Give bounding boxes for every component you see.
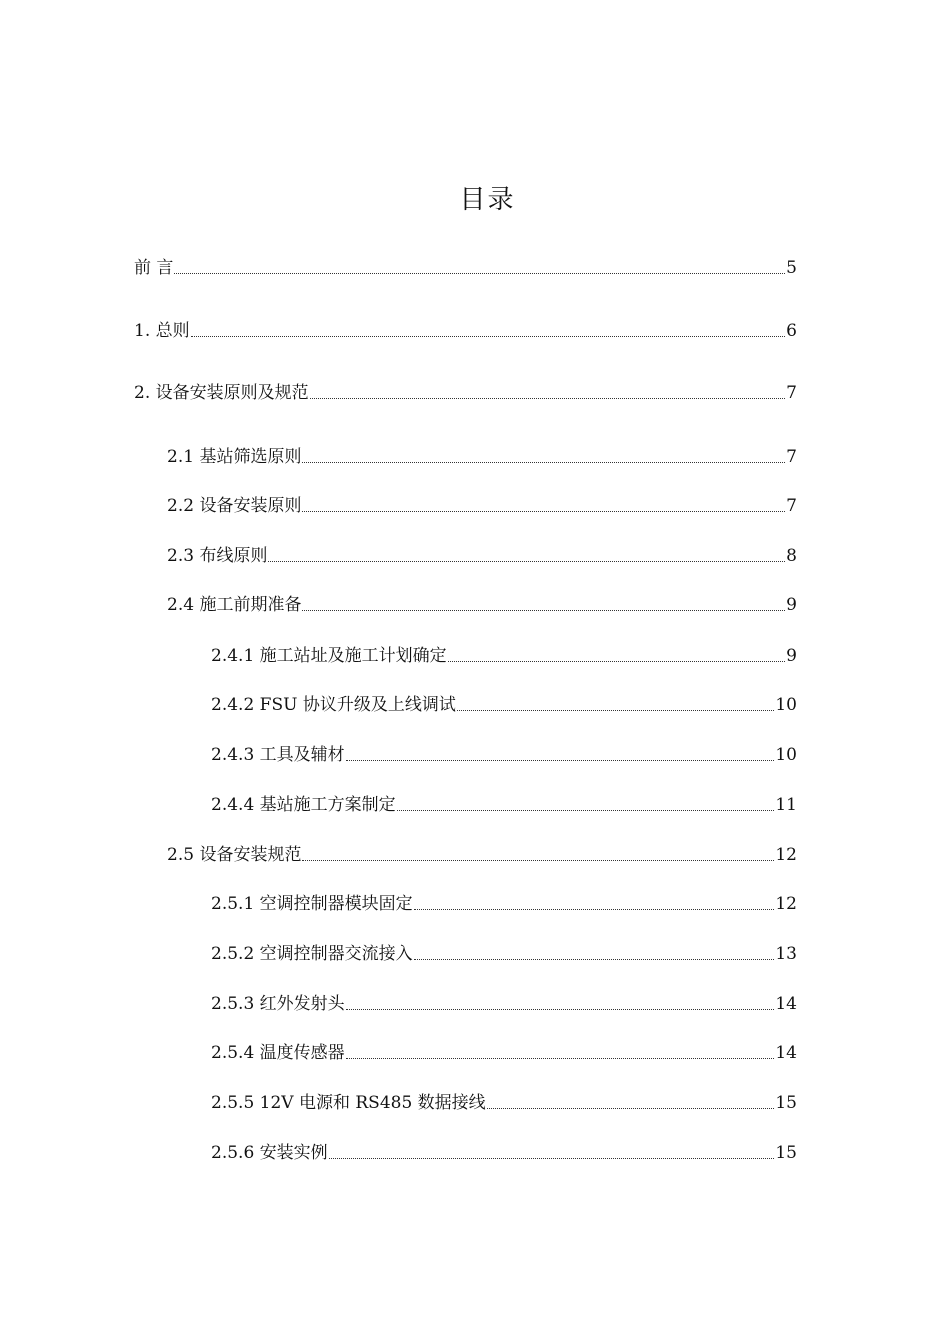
toc-entry-label: 2.2 设备安装原则 <box>167 496 302 516</box>
toc-entry-label: 2.5 设备安装规范 <box>167 845 302 865</box>
toc-entry-label: 2.5.6 安装实例 <box>211 1143 328 1163</box>
toc-entry-label: 2.5.1 空调控制器模块固定 <box>211 894 413 914</box>
toc-entry-page: 11 <box>775 795 797 815</box>
toc-entry-page: 7 <box>786 496 797 516</box>
toc-leader-dots <box>302 511 785 512</box>
toc-entry-page: 9 <box>786 646 797 666</box>
toc-leader-dots <box>414 959 775 960</box>
toc-leader-dots <box>346 1009 775 1010</box>
toc-entry[interactable] <box>211 792 797 816</box>
toc-entry-label: 2.3 布线原则 <box>167 546 268 566</box>
toc-entry[interactable] <box>167 592 797 616</box>
toc-leader-dots <box>302 462 785 463</box>
toc-entry-label: 2.4.3 工具及辅材 <box>211 745 345 765</box>
toc-leader-dots <box>310 398 786 399</box>
toc-leader-dots <box>174 273 785 274</box>
toc-entry-page: 13 <box>775 944 797 964</box>
toc-leader-dots <box>414 909 775 910</box>
toc-entry-label: 2.5.2 空调控制器交流接入 <box>211 944 413 964</box>
toc-entry-label: 2.4 施工前期准备 <box>167 595 302 615</box>
toc-entry-page: 6 <box>786 321 797 341</box>
toc-entry[interactable] <box>211 1090 797 1114</box>
toc-entry[interactable] <box>211 991 797 1015</box>
toc-leader-dots <box>397 810 775 811</box>
toc-entry[interactable] <box>211 1040 797 1064</box>
toc-entry-page: 10 <box>775 745 797 765</box>
toc-entry-page: 14 <box>775 1043 797 1063</box>
toc-leader-dots <box>191 336 786 337</box>
toc-entry-page: 7 <box>786 447 797 467</box>
toc-entry-page: 15 <box>775 1143 797 1163</box>
toc-entry[interactable] <box>211 1140 797 1164</box>
toc-entry-page: 10 <box>775 695 797 715</box>
toc-leader-dots <box>302 860 774 861</box>
toc-entry-page: 9 <box>786 595 797 615</box>
toc-leader-dots <box>457 710 775 711</box>
toc-entry-label: 2.4.1 施工站址及施工计划确定 <box>211 646 447 666</box>
toc-entry-label: 1. 总则 <box>134 321 190 341</box>
toc-entry-label: 2.5.3 红外发射头 <box>211 994 345 1014</box>
toc-leader-dots <box>487 1108 775 1109</box>
toc-leader-dots <box>329 1158 775 1159</box>
toc-entry[interactable] <box>211 692 797 716</box>
toc-entry[interactable] <box>167 444 797 468</box>
toc-entry-page: 8 <box>786 546 797 566</box>
toc-leader-dots <box>346 1058 775 1059</box>
toc-entry-page: 7 <box>786 383 797 403</box>
toc-entry-label: 2.4.2 FSU 协议升级及上线调试 <box>211 695 456 715</box>
toc-entry-label: 前 言 <box>134 258 174 278</box>
toc-entry-page: 15 <box>775 1093 797 1113</box>
toc-leader-dots <box>302 610 785 611</box>
toc-entry[interactable] <box>211 742 797 766</box>
toc-entry[interactable] <box>167 842 797 866</box>
toc-entry-page: 12 <box>775 845 797 865</box>
toc-entry[interactable] <box>134 318 797 342</box>
toc-entry[interactable] <box>211 941 797 965</box>
toc-entry-page: 5 <box>786 258 797 278</box>
toc-entry[interactable] <box>167 493 797 517</box>
toc-leader-dots <box>268 561 785 562</box>
toc-leader-dots <box>346 760 775 761</box>
toc-entry[interactable] <box>134 255 797 279</box>
toc-entry[interactable] <box>211 891 797 915</box>
toc-entry[interactable] <box>167 543 797 567</box>
toc-entry[interactable] <box>211 643 797 667</box>
toc-title: 目录 <box>459 185 516 215</box>
toc-entry-label: 2.5.4 温度传感器 <box>211 1043 345 1063</box>
toc-entry-label: 2.5.5 12V 电源和 RS485 数据接线 <box>211 1093 486 1113</box>
toc-leader-dots <box>448 661 786 662</box>
toc-entry-label: 2.1 基站筛选原则 <box>167 447 302 467</box>
toc-entry-label: 2. 设备安装原则及规范 <box>134 383 309 403</box>
toc-entry-label: 2.4.4 基站施工方案制定 <box>211 795 396 815</box>
toc-entry-page: 14 <box>775 994 797 1014</box>
toc-entry[interactable] <box>134 380 797 404</box>
toc-entry-page: 12 <box>775 894 797 914</box>
